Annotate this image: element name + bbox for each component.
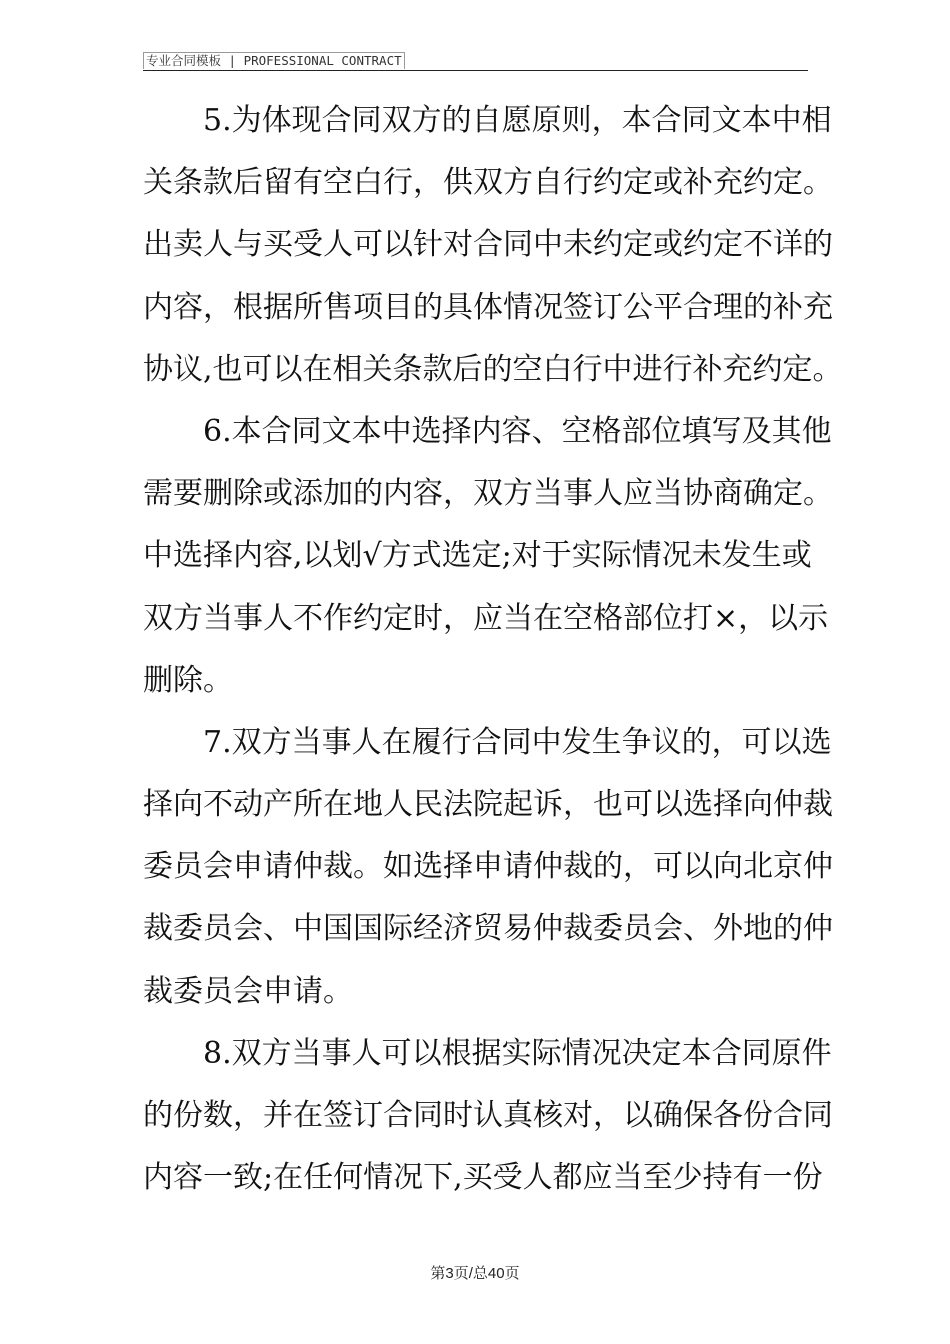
paragraph-8-line-1: 8.双方当事人可以根据实际情况决定本合同原件	[203, 1035, 832, 1071]
paragraph-8-line-3: 内容一致;在任何情况下,买受人都应当至少持有一份	[143, 1160, 823, 1196]
paragraph-6-line-4: 双方当事人不作约定时，应当在空格部位打×，以示	[143, 600, 829, 636]
paragraph-5-line-5: 协议,也可以在相关条款后的空白行中进行补充约定。	[143, 351, 843, 387]
paragraph-7-line-3: 委员会申请仲裁。如选择申请仲裁的，可以向北京仲	[143, 849, 833, 885]
paragraph-5-line-4: 内容，根据所售项目的具体情况签订公平合理的补充	[143, 289, 833, 325]
paragraph-7-line-4: 裁委员会、中国国际经济贸易仲裁委员会、外地的仲	[143, 911, 833, 947]
paragraph-7-line-1: 7.双方当事人在履行合同中发生争议的，可以选	[203, 724, 832, 760]
header-label: 专业合同模板 | PROFESSIONAL CONTRACT	[143, 52, 405, 69]
paragraph-5-line-1: 5.为体现合同双方的自愿原则，本合同文本中相	[203, 103, 832, 138]
paragraph-6-line-3: 中选择内容,以划√方式选定;对于实际情况未发生或	[143, 538, 812, 574]
paragraph-6-line-5: 删除。	[143, 662, 233, 698]
paragraph-6-line-1: 6.本合同文本中选择内容、空格部位填写及其他	[203, 413, 832, 449]
page-header	[143, 50, 808, 71]
page-number: 第3页/总40页	[430, 1265, 520, 1282]
paragraph-7-line-2: 择向不动产所在地人民法院起诉，也可以选择向仲裁	[143, 787, 833, 823]
paragraph-6-line-2: 需要删除或添加的内容，双方当事人应当协商确定。	[143, 476, 833, 512]
document-body	[143, 90, 843, 1209]
paragraph-5-line-3: 出卖人与买受人可以针对合同中未约定或约定不详的	[143, 227, 833, 263]
paragraph-5-line-2: 关条款后留有空白行，供双方自行约定或补充约定。	[143, 165, 833, 201]
paragraph-8-line-2: 的份数，并在签订合同时认真核对，以确保各份合同	[143, 1098, 833, 1133]
paragraph-7-line-5: 裁委员会申请。	[143, 973, 353, 1009]
